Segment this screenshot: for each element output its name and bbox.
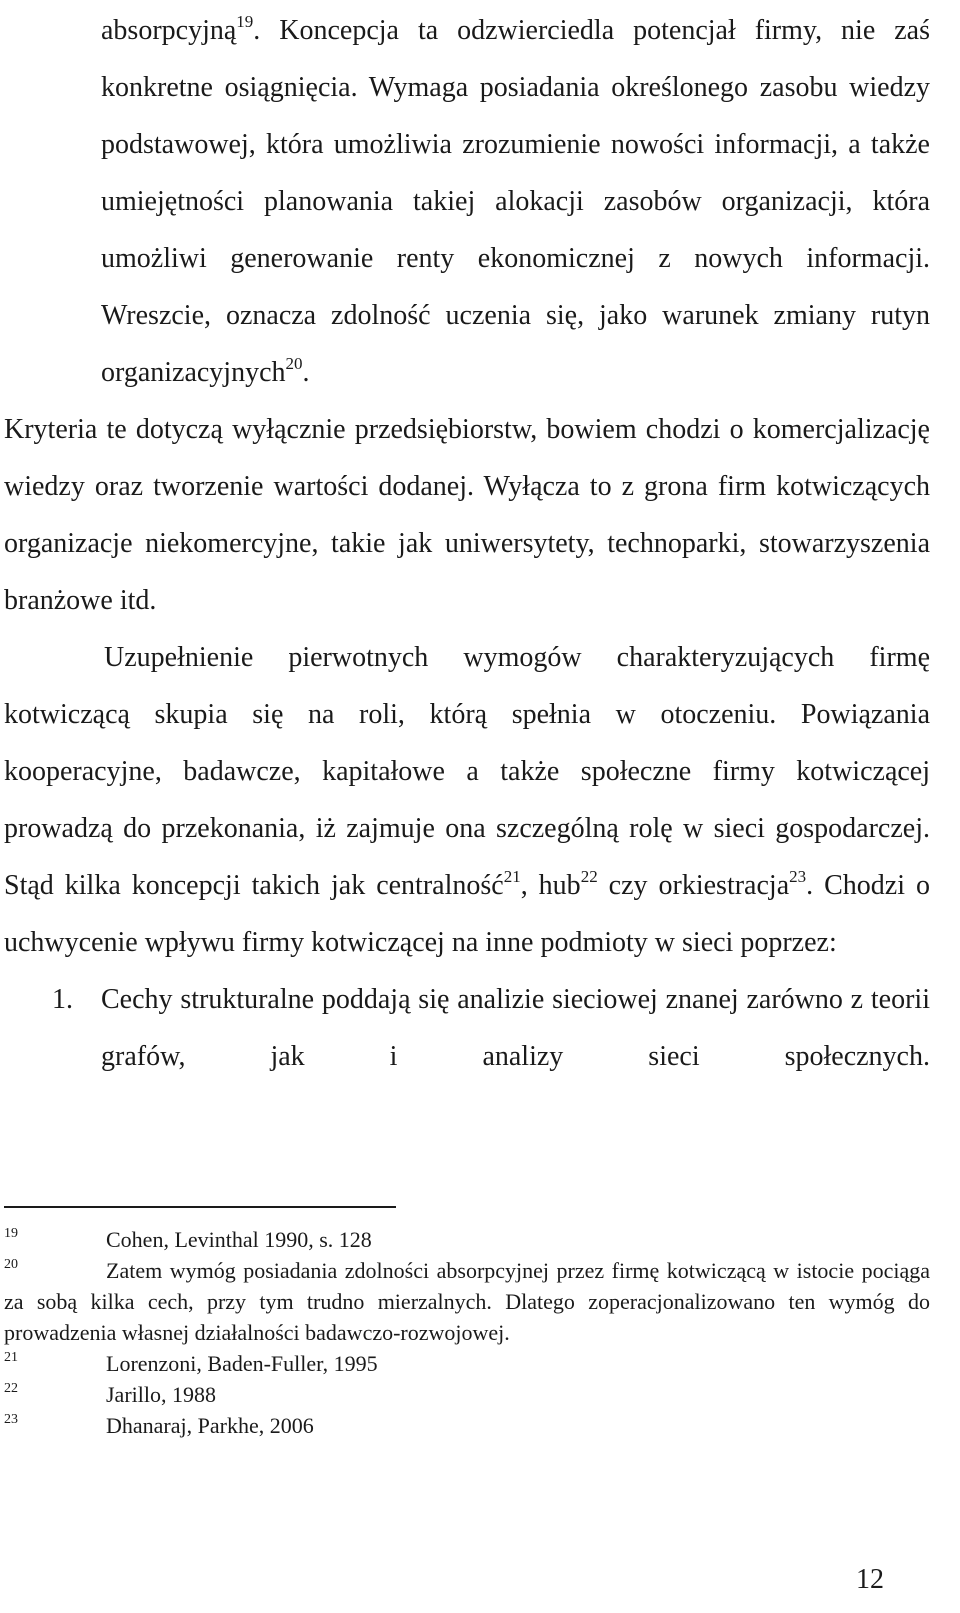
footnote-ref-19[interactable]: 19 — [236, 12, 254, 31]
footnote-ref-20[interactable]: 20 — [285, 354, 303, 373]
footnote-text: Cohen, Levinthal 1990, s. 128 — [106, 1227, 372, 1252]
page-number: 12 — [856, 1564, 884, 1595]
footnote-ref-22[interactable]: 22 — [580, 867, 598, 886]
para1-text-start: absorpcyjną — [101, 15, 237, 46]
list-item-text: Cechy strukturalne poddają się analizie sieciowej znanej zarówno z teorii grafów, jak i analizy sieci społecznych. — [101, 984, 930, 1072]
para3-text-b: , hub — [520, 870, 581, 901]
footnote-ref-21[interactable]: 21 — [503, 867, 521, 886]
footnote-23: 23 Dhanaraj, Parkhe, 2006 — [4, 1412, 314, 1438]
footnote-text: Lorenzoni, Baden-Fuller, 1995 — [106, 1351, 378, 1376]
list-item-number: 1. — [52, 984, 73, 1015]
footnote-separator — [4, 1206, 396, 1208]
footnote-text: Zatem wymóg posiadania zdolności absorpcyjnej przez firmę kotwiczącą w istocie pociąga za sobą kilka cech, przy tym trudno mierzalnych. Dlatego zoperacjonalizowano ten wymóg do prowadzenia własnej działalności badawczo-rozwojowej. — [4, 1258, 930, 1345]
para1-text-main: . Koncepcja ta odzwierciedla potencjał firmy, nie zaś konkretne osiągnięcia. Wymaga posiadania określonego zasobu wiedzy podstawowej, która umożliwia zrozumienie nowości informacji, a także umiejętności planowania takiej alokacji zasobów organizacji, która umożliwi generowanie renty ekonomicznej z nowych informacji. Wreszcie, oznacza zdolność uczenia się, jako warunek zmiany rutyn organizacyjnych — [101, 15, 930, 388]
main-text — [4, 2, 930, 1085]
footnote-text: Jarillo, 1988 — [106, 1382, 216, 1407]
footnote-20: 20 Zatem wymóg posiadania zdolności absorpcyjnej przez firmę kotwiczącą w istocie pociąga za sobą kilka cech, przy tym trudno mierzalnych. Dlatego zoperacjonalizowano ten wymóg do prowadzenia własnej działalności badawczo-rozwojowej. — [4, 1257, 930, 1345]
para1-text-end: . — [302, 357, 310, 388]
paragraph-role — [4, 629, 930, 971]
paragraph-absorptive-capacity — [4, 2, 930, 401]
footnote-22: 22 Jarillo, 1988 — [4, 1381, 216, 1407]
para3-text-d: . Chodzi o uchwycenie wpływu firmy kotwiczącej na inne podmioty w sieci poprzez: — [4, 870, 930, 958]
footnote-text: Dhanaraj, Parkhe, 2006 — [106, 1413, 314, 1438]
footnotes — [4, 1224, 930, 1441]
para3-text-c: czy orkiestracja — [597, 870, 790, 901]
paragraph-criteria: Kryteria te dotyczą wyłącznie przedsiębiorstw, bowiem chodzi o komercjalizację wiedzy oraz tworzenie wartości dodanej. Wyłącza to z grona firm kotwiczących organizacje niekomercyjne, takie jak uniwersytety, technoparki, stowarzyszenia branżowe itd. — [4, 414, 930, 616]
list-item — [4, 971, 930, 1085]
footnote-21: 21 Lorenzoni, Baden-Fuller, 1995 — [4, 1350, 378, 1376]
para3-text-a: Uzupełnienie pierwotnych wymogów charakteryzujących firmę kotwiczącą skupia się na roli, którą spełnia w otoczeniu. Powiązania kooperacyjne, badawcze, kapitałowe a także społeczne firmy kotwiczącej prowadzą do przekonania, iż zajmuje ona szczególną rolę w sieci gospodarczej. Stąd kilka koncepcji takich jak centralność — [4, 642, 930, 901]
footnote-19: 19 Cohen, Levinthal 1990, s. 128 — [4, 1226, 372, 1252]
footnote-ref-23[interactable]: 23 — [789, 867, 807, 886]
